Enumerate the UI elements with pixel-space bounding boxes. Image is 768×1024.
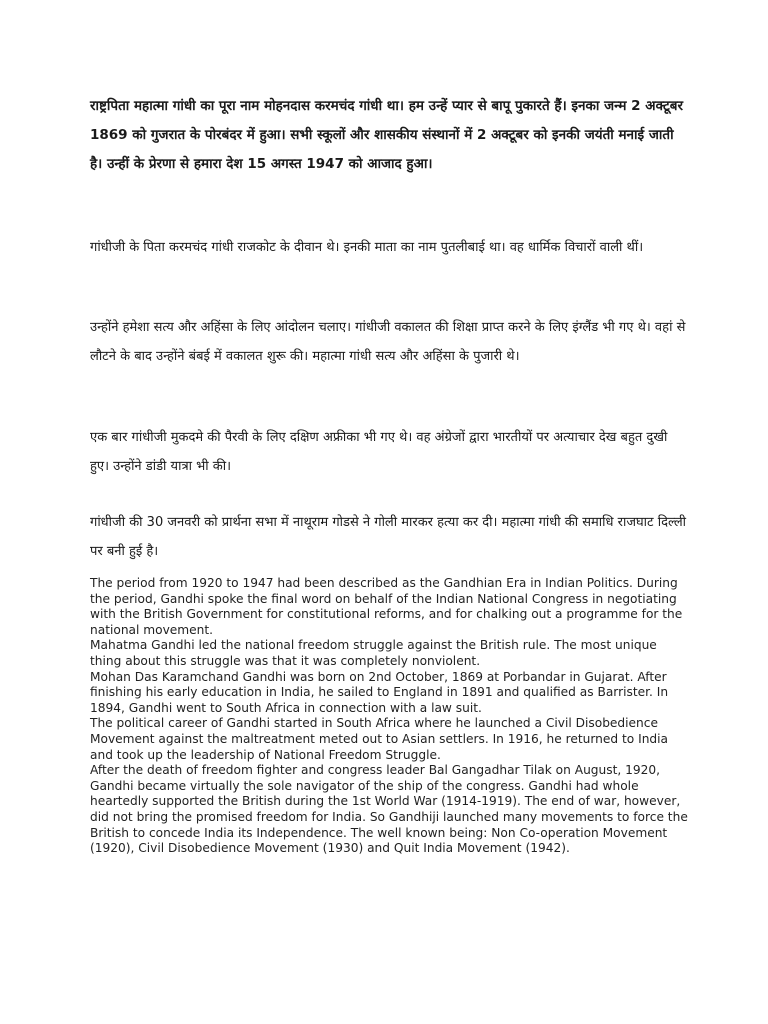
english-paragraph-early-life: Mohan Das Karamchand Gandhi was born on 2nd October, 1869 at Porbandar in Gujarat. After finishing his early education in India, he sailed to England in 1891 and qualified as Barrister. In 1894, Gandhi went to South Africa in connection with a law suit. [90,669,669,715]
english-paragraph-gandhian-era: The period from 1920 to 1947 had been described as the Gandhian Era in Indian Politics. During the period, Gandhi spoke the final word on behalf of the Indian National Congress in negotiating with the British Government for constitutional reforms, and for chalking out a programme for the national movement. [90,576,683,637]
hindi-paragraph-parents: गांधीजी के पिता करमचंद गांधी राजकोट के दीवान थे। इनकी माता का नाम पुतलीबाई था। वह धार्मिक विचारों वाली थीं। [90,240,644,255]
english-paragraph-political-career: The political career of Gandhi started in South Africa where he launched a Civil Disobedience Movement against the maltreatment meted out to Asian settlers. In 1916, he returned to India and took up the leadership of National Freedom Struggle. [90,716,669,762]
english-section [90,576,690,857]
english-paragraph-freedom-struggle: Mahatma Gandhi led the national freedom struggle against the British rule. The most unique thing about this struggle was that it was completely nonviolent. [90,638,657,668]
hindi-paragraph-truth-nonviolence: उन्होंने हमेशा सत्य और अहिंसा के लिए आंदोलन चलाए। गांधीजी वकालत की शिक्षा प्राप्त करने के लिए इंग्लैंड भी गए थे। वहां से लौटने के बाद उन्होंने बंबई में वकालत शुरू की। महात्मा गांधी सत्य और अहिंसा के पुजारी थे। [90,320,686,364]
english-paragraph-movements: After the death of freedom fighter and congress leader Bal Gangadhar Tilak on August, 1920, Gandhi became virtually the sole navigator of the ship of the congress. Gandhi had whole heartedly supported the British during the 1st World War (1914-1919). The end of war, however, did not bring the promised freedom for India. So Gandhiji launched many movements to force the British to concede India its Independence. The well known being: Non Co-operation Movement (1920), Civil Disobedience Movement (1930) and Quit India Movement (1942). [90,763,688,856]
hindi-paragraph-death: गांधीजी की 30 जनवरी को प्रार्थना सभा में नाथूराम गोडसे ने गोली मारकर हत्या कर दी। महात्मा गांधी की समाधि राजघाट दिल्ली पर बनी हुई है। [90,515,687,559]
hindi-paragraph-south-africa: एक बार गांधीजी मुकदमे की पैरवी के लिए दक्षिण अफ्रीका भी गए थे। वह अंग्रेजों द्वारा भारतीयों पर अत्याचार देख बहुत दुखी हुए। उन्होंने डांडी यात्रा भी की। [90,430,668,474]
hindi-paragraph-intro: राष्ट्रपिता महात्मा गांधी का पूरा नाम मोहनदास करमचंद गांधी था। हम उन्हें प्यार से बापू पुकारते हैं। इनका जन्म 2 अक्टूबर 1869 को गुजरात के पोरबंदर में हुआ। सभी स्कूलों और शासकीय संस्थानों में 2 अक्टूबर को इनकी जयंती मनाई जाती है। उन्हीं के प्रेरणा से हमारा देश 15 अगस्त 1947 को आजाद हुआ। [90,98,683,172]
